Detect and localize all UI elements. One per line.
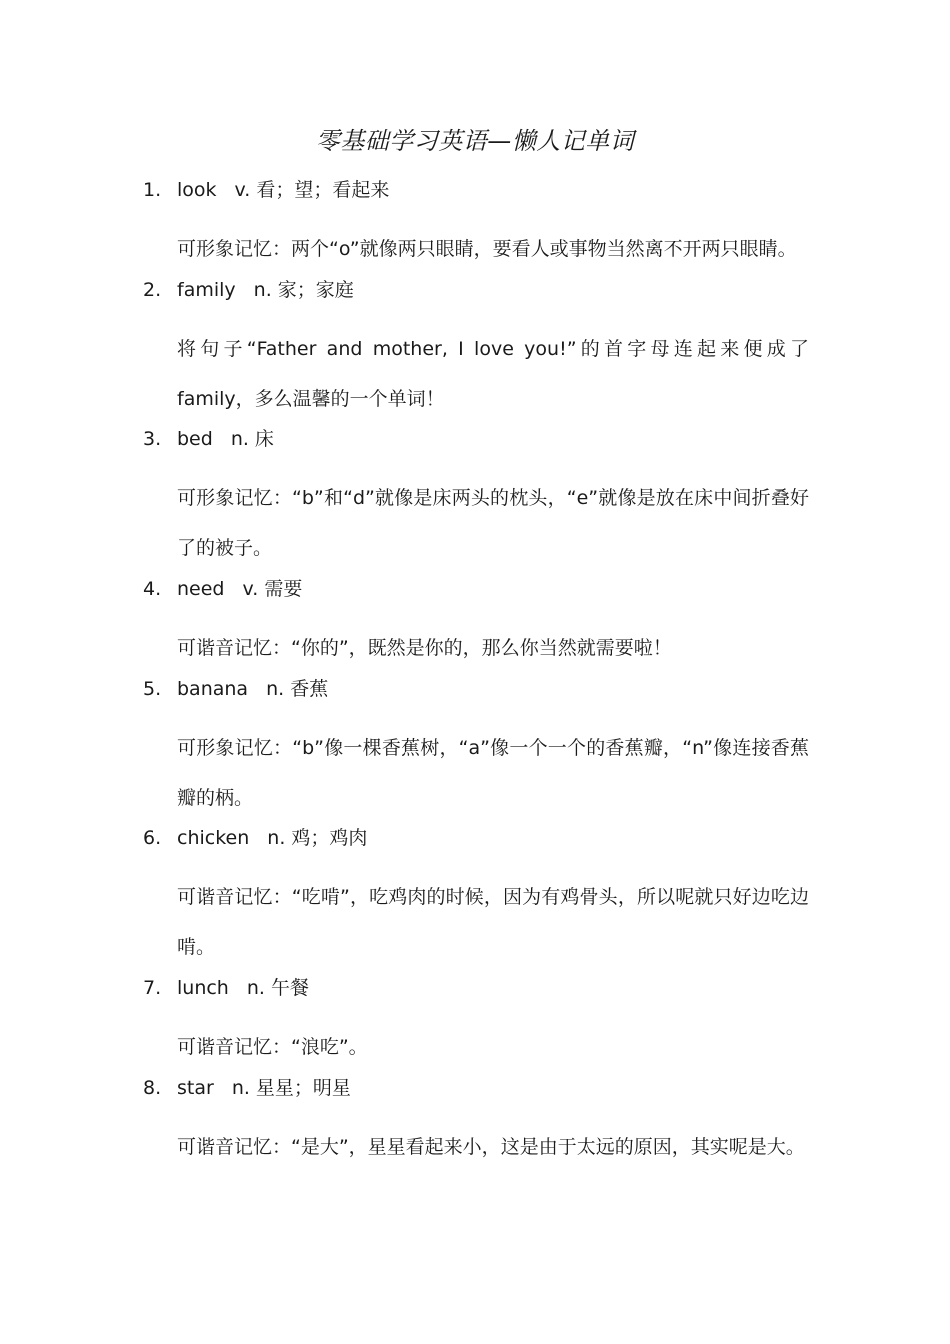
vocabulary-list xyxy=(0,175,950,1173)
entry-number: 7. xyxy=(143,976,162,999)
vocabulary-entry xyxy=(0,674,950,824)
entry-number: 2. xyxy=(143,278,162,301)
entry-number: 5. xyxy=(143,677,162,700)
entry-description: 可谐音记忆：“浪吃”。 xyxy=(177,1035,368,1058)
entry-definition: n. 鸡；鸡肉 xyxy=(267,827,368,850)
entry-description: 可谐音记忆：“吃啃”，吃鸡肉的时候，因为有鸡骨头，所以呢就只好边吃边啃。 xyxy=(177,886,809,959)
entry-description: 将句子“Father and mother, I love you!”的首字母连起来便成了family，多么温馨的一个单词！ xyxy=(177,337,809,410)
entry-word: lunch xyxy=(177,976,229,999)
entry-definition: v. 需要 xyxy=(242,577,303,600)
entry-word: family xyxy=(177,278,236,301)
entry-description: 可形象记忆：“b”和“d”就像是床两头的枕头，“e”就像是放在床中间折叠好了的被子。 xyxy=(177,487,809,560)
entry-word: need xyxy=(177,577,225,600)
entry-word: banana xyxy=(177,677,249,700)
entry-headline xyxy=(0,175,950,225)
document-title: 零基础学习英语—懒人记单词 xyxy=(315,127,635,155)
entry-word: chicken xyxy=(177,827,250,850)
entry-headline xyxy=(0,1073,950,1123)
vocabulary-entry xyxy=(0,574,950,674)
entry-number: 8. xyxy=(143,1076,162,1099)
entry-number: 6. xyxy=(143,827,162,850)
entry-headline xyxy=(0,574,950,624)
entry-word: bed xyxy=(177,428,213,451)
entry-word: star xyxy=(177,1076,214,1099)
entry-description: 可谐音记忆：“你的”，既然是你的，那么你当然就需要啦！ xyxy=(177,636,672,659)
entry-definition: n. 午餐 xyxy=(246,976,309,999)
entry-description: 可形象记忆：两个“o”就像两只眼睛，要看人或事物当然离不开两只眼睛。 xyxy=(177,238,797,260)
entry-headline xyxy=(0,674,950,724)
vocabulary-entry xyxy=(0,973,950,1073)
entry-headline xyxy=(0,973,950,1023)
vocabulary-entry xyxy=(0,175,950,275)
vocabulary-entry xyxy=(0,424,950,574)
entry-definition: n. 星星；明星 xyxy=(231,1076,351,1099)
entry-headline xyxy=(0,424,950,474)
vocabulary-entry xyxy=(0,275,950,425)
entry-definition: n. 家；家庭 xyxy=(253,278,354,301)
vocabulary-entry xyxy=(0,1073,950,1173)
entry-definition: v. 看；望；看起来 xyxy=(234,179,390,201)
entry-description: 可谐音记忆：“是大”，星星看起来小，这是由于太远的原因，其实呢是大。 xyxy=(177,1135,805,1158)
entry-number: 4. xyxy=(143,577,162,600)
entry-number: 3. xyxy=(143,428,162,451)
entry-number: 1. xyxy=(143,179,162,201)
entry-headline xyxy=(0,275,950,325)
entry-headline xyxy=(0,823,950,873)
entry-word: look xyxy=(177,179,217,201)
vocabulary-entry xyxy=(0,823,950,973)
entry-definition: n. 香蕉 xyxy=(266,677,329,700)
entry-description: 可形象记忆：“b”像一棵香蕉树，“a”像一个一个的香蕉瓣，“n”像连接香蕉瓣的柄。 xyxy=(177,736,809,809)
entry-definition: n. 床 xyxy=(230,428,274,451)
